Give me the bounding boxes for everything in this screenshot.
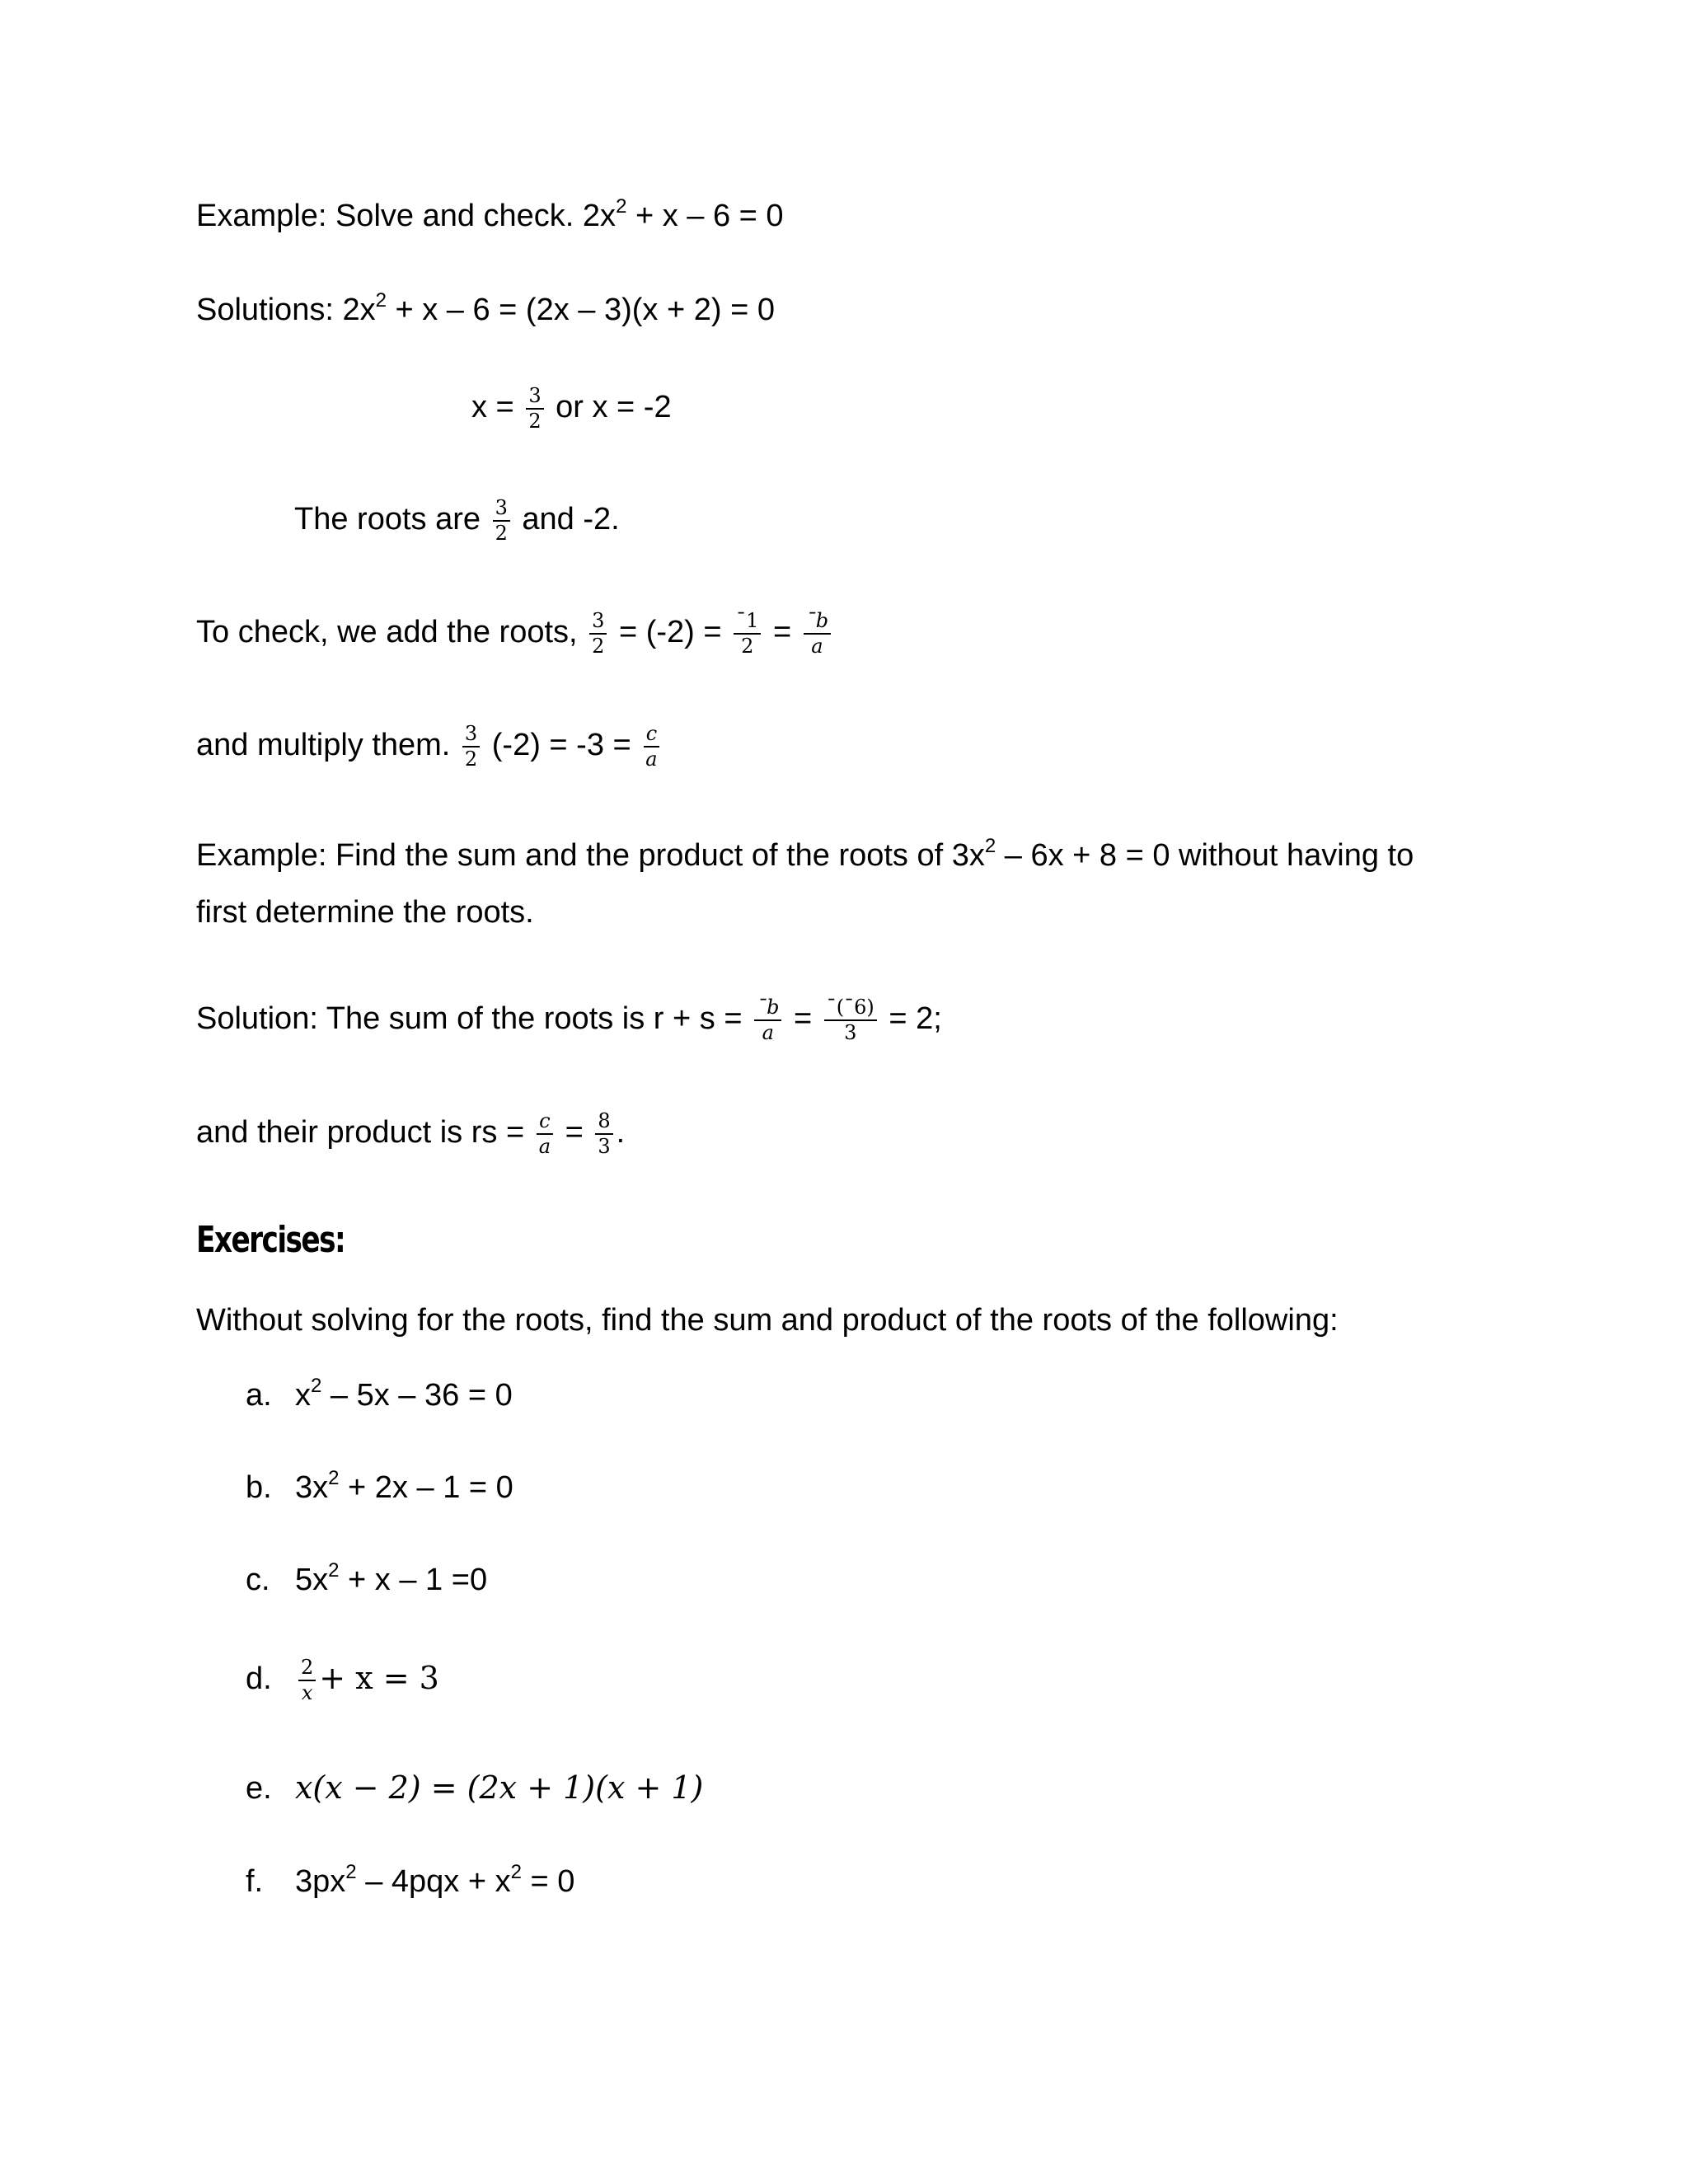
fraction: $\frac{¯1}{2}$: [734, 611, 761, 657]
check-product-line: and multiply them. $\frac{3}{2}$ (-2) = -3 = $\frac{c}{a}$: [196, 724, 663, 770]
exercise-e: e. x(x − 2) = (2x + 1)(x + 1): [246, 1769, 704, 1806]
example-2-statement-continued: first determine the roots.: [196, 895, 534, 930]
solutions-line: Solutions: $2x^2 + x - 6 = (2x - 3)(x + 2) = 0$: [196, 289, 775, 327]
example-2-statement: Example: Find the sum and the product of the roots of $3x^2 - 6x + 8 = 0$ without having to: [196, 835, 1414, 873]
fraction: $\frac{3}{2}$: [493, 498, 510, 544]
exercise-b: b. $3x^2 + 2x - 1 = 0$: [246, 1467, 513, 1505]
solution-sum-line: Solution: The sum of the roots is r + s = $\frac{¯b}{a}$ = $\frac{¯(¯6)}{3}$ = 2;: [196, 996, 942, 1045]
fraction: $\frac{c}{a}$: [643, 724, 659, 770]
fraction: $\frac{3}{2}$: [462, 724, 480, 770]
exercise-c: c. $5x^2 + x - 1 =0$: [246, 1559, 488, 1597]
exercise-f: f. $3px^2 - 4pqx + x^2 = 0$: [246, 1861, 575, 1899]
fraction: $\frac{3}{2}$: [526, 386, 543, 432]
fraction: $\frac{¯(¯6)}{3}$: [824, 997, 877, 1043]
fraction: $\frac{8}{3}$: [595, 1111, 612, 1157]
solution-values: x = $\frac{3}{2}$ or x = -2: [471, 384, 672, 434]
exercises-heading: Exercises:: [196, 1219, 345, 1261]
exercise-d: d. $\frac{2}{x}$ + x = 3: [246, 1656, 439, 1705]
fraction: $\frac{c}{a}$: [537, 1111, 553, 1157]
exercise-a: a. $x^2 - 5x - 36 = 0$: [246, 1375, 513, 1413]
roots-statement: The roots are $\frac{3}{2}$ and -2.: [294, 496, 620, 546]
fraction: $\frac{3}{2}$: [589, 611, 607, 657]
fraction: $\frac{2}{x}$: [298, 1657, 316, 1704]
example-1-statement: Example: Solve and check. $2x^2 + x - 6 = 0$: [196, 195, 784, 233]
exercises-instruction: Without solving for the roots, find the sum and product of the roots of the following:: [196, 1303, 1339, 1338]
solution-product-line: and their product is rs = $\frac{c}{a}$ = $\frac{8}{3}$ .: [196, 1109, 626, 1159]
fraction: $\frac{¯b}{a}$: [754, 997, 781, 1043]
fraction: $\frac{¯b}{a}$: [804, 611, 831, 657]
check-sum-line: To check, we add the roots, $\frac{3}{2}$ = (-2) = $\frac{¯1}{2}$ = $\frac{¯b}{a}$: [196, 611, 834, 657]
